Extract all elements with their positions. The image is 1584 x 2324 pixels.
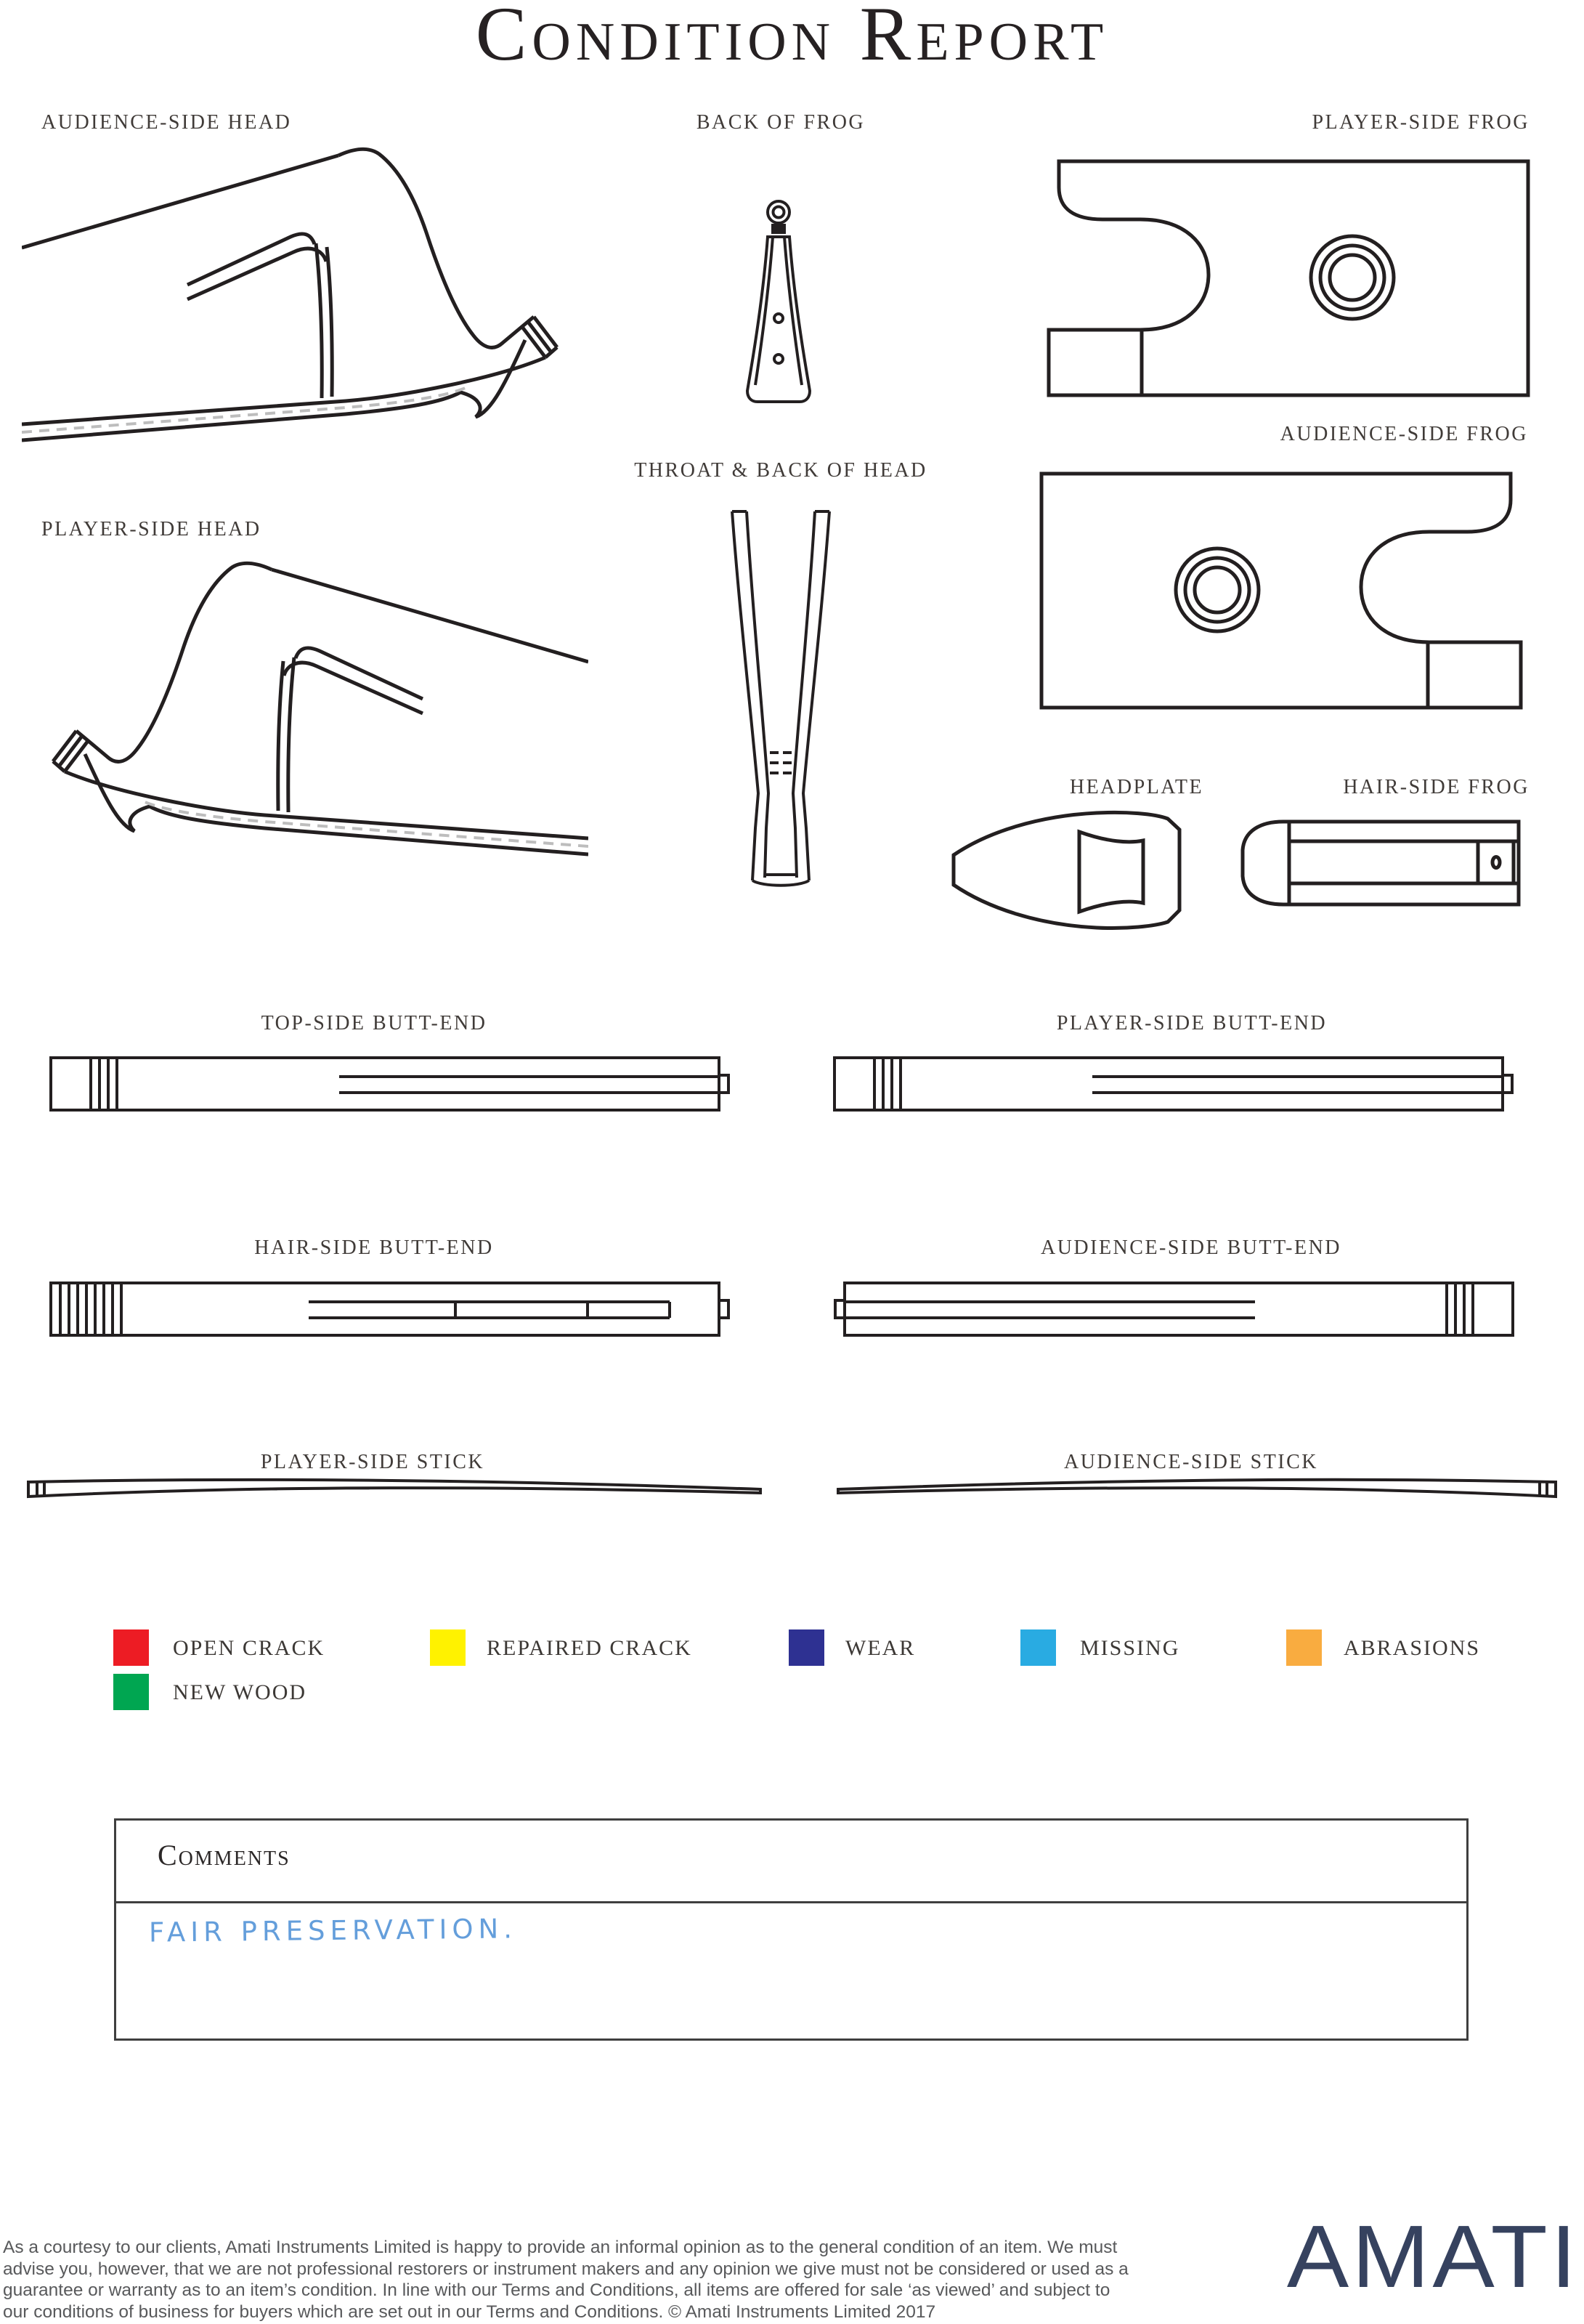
label-player-side-frog: PLAYER-SIDE FROG (1312, 111, 1530, 134)
audience-side-frog-drawing (1034, 458, 1535, 712)
new-wood-swatch (113, 1674, 149, 1710)
player-side-butt-end-drawing (832, 1055, 1515, 1113)
disclaimer-text: As a courtesy to our clients, Amati Instruments Limited is happy to provide an informal opinion as to the general condition of an item. We must advise you, however, that we are not professional restorers or instrument makers and any opinion we give must not be considered or used as a guarantee or warranty as to an item’s condition. In line with our Terms and Conditions, all items are offered for sale ‘as viewed’ and subject to our conditions of business for buyers which are set out in our Terms and Conditions. © Amati Instruments Limited 2017 (3, 2238, 1129, 2322)
legend-item-repaired-crack (430, 1629, 466, 1666)
label-hair-side-frog: HAIR-SIDE FROG (1343, 776, 1530, 798)
comments-divider (116, 1901, 1466, 1903)
label-audience-side-frog: AUDIENCE-SIDE FROG (1280, 423, 1528, 445)
headplate-drawing (951, 810, 1184, 932)
label-audience-side-butt-end: AUDIENCE-SIDE BUTT-END (1040, 1236, 1342, 1259)
legend-label-repaired-crack: REPAIRED CRACK (487, 1636, 692, 1660)
throat-back-of-head-drawing (726, 509, 835, 894)
label-back-of-frog: BACK OF FROG (696, 111, 866, 134)
repaired-crack-swatch (430, 1629, 466, 1666)
hair-side-butt-end-drawing (49, 1280, 731, 1338)
hair-side-frog-drawing (1238, 819, 1522, 907)
amati-logo: AMATI (1287, 2207, 1580, 2306)
legend-item-abrasions (1286, 1629, 1322, 1666)
legend-item-new-wood (113, 1674, 149, 1710)
player-side-stick-drawing (18, 1473, 766, 1507)
player-side-frog-drawing (1034, 145, 1535, 400)
label-audience-side-head: AUDIENCE-SIDE HEAD (41, 111, 292, 134)
missing-swatch (1020, 1629, 1056, 1666)
legend-label-abrasions: ABRASIONS (1344, 1636, 1481, 1660)
label-throat-back-of-head: THROAT & BACK OF HEAD (634, 459, 927, 482)
legend-item-missing (1020, 1629, 1056, 1666)
label-hair-side-butt-end: HAIR-SIDE BUTT-END (254, 1236, 494, 1259)
legend-label-wear: WEAR (845, 1636, 916, 1660)
page-title: Condition Report (475, 0, 1109, 76)
label-audience-side-stick: AUDIENCE-SIDE STICK (1063, 1451, 1319, 1473)
audience-side-butt-end-drawing (832, 1280, 1515, 1338)
legend-label-missing: MISSING (1080, 1636, 1180, 1660)
player-side-head-drawing (22, 559, 588, 873)
label-headplate: HEADPLATE (1069, 776, 1204, 798)
legend-label-new-wood: NEW WOOD (173, 1680, 307, 1704)
handwritten-comment: FAIR PRESERVATION. (148, 1913, 518, 1948)
legend-item-wear (789, 1629, 824, 1666)
audience-side-stick-drawing (832, 1473, 1566, 1507)
label-top-side-butt-end: TOP-SIDE BUTT-END (261, 1012, 487, 1035)
label-player-side-butt-end: PLAYER-SIDE BUTT-END (1056, 1012, 1328, 1035)
label-player-side-stick: PLAYER-SIDE STICK (260, 1451, 485, 1473)
abrasions-swatch (1286, 1629, 1322, 1666)
comments-heading: Comments (158, 1839, 291, 1871)
label-player-side-head: PLAYER-SIDE HEAD (41, 518, 261, 540)
wear-swatch (789, 1629, 824, 1666)
top-side-butt-end-drawing (49, 1055, 731, 1113)
open-crack-swatch (113, 1629, 149, 1666)
audience-side-head-drawing (22, 145, 588, 459)
back-of-frog-drawing (730, 195, 828, 413)
legend-label-open-crack: OPEN CRACK (173, 1636, 325, 1660)
legend-item-open-crack (113, 1629, 149, 1666)
comments-box (114, 1818, 1469, 2041)
